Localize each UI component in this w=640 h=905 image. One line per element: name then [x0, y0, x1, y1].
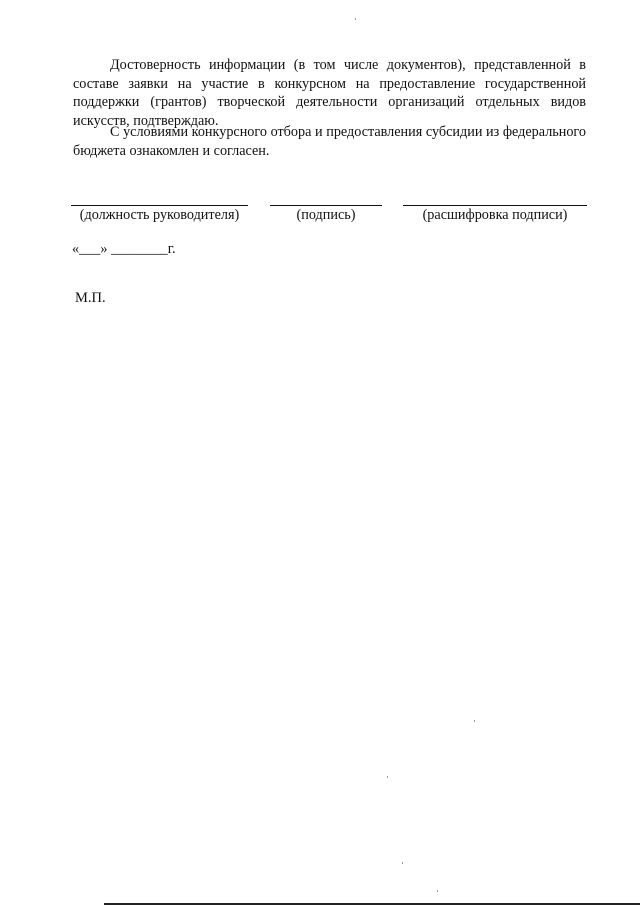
scan-artifact [355, 18, 356, 20]
position-caption: (должность руководителя) [79, 207, 240, 223]
confirmation-paragraph: Достоверность информации (в том числе документов), представленной в составе заявки на участие в конкурсном на предоставление государственной поддержки (грантов) творческой деятельности организаций отдельных видов искусств, подтверждаю. [73, 57, 586, 129]
scan-artifact [474, 720, 475, 722]
scan-artifact [387, 776, 388, 778]
date-field: «___» ________г. [72, 241, 176, 257]
scan-artifact [437, 890, 438, 892]
signature-caption: (подпись) [296, 207, 356, 223]
stamp-label: М.П. [75, 290, 106, 306]
consent-paragraph: С условиями конкурсного отбора и предоставления субсидии из федерального бюджета ознакомлен и согласен. [73, 124, 586, 159]
decoding-caption: (расшифровка подписи) [422, 207, 568, 223]
scan-artifact [402, 862, 403, 864]
